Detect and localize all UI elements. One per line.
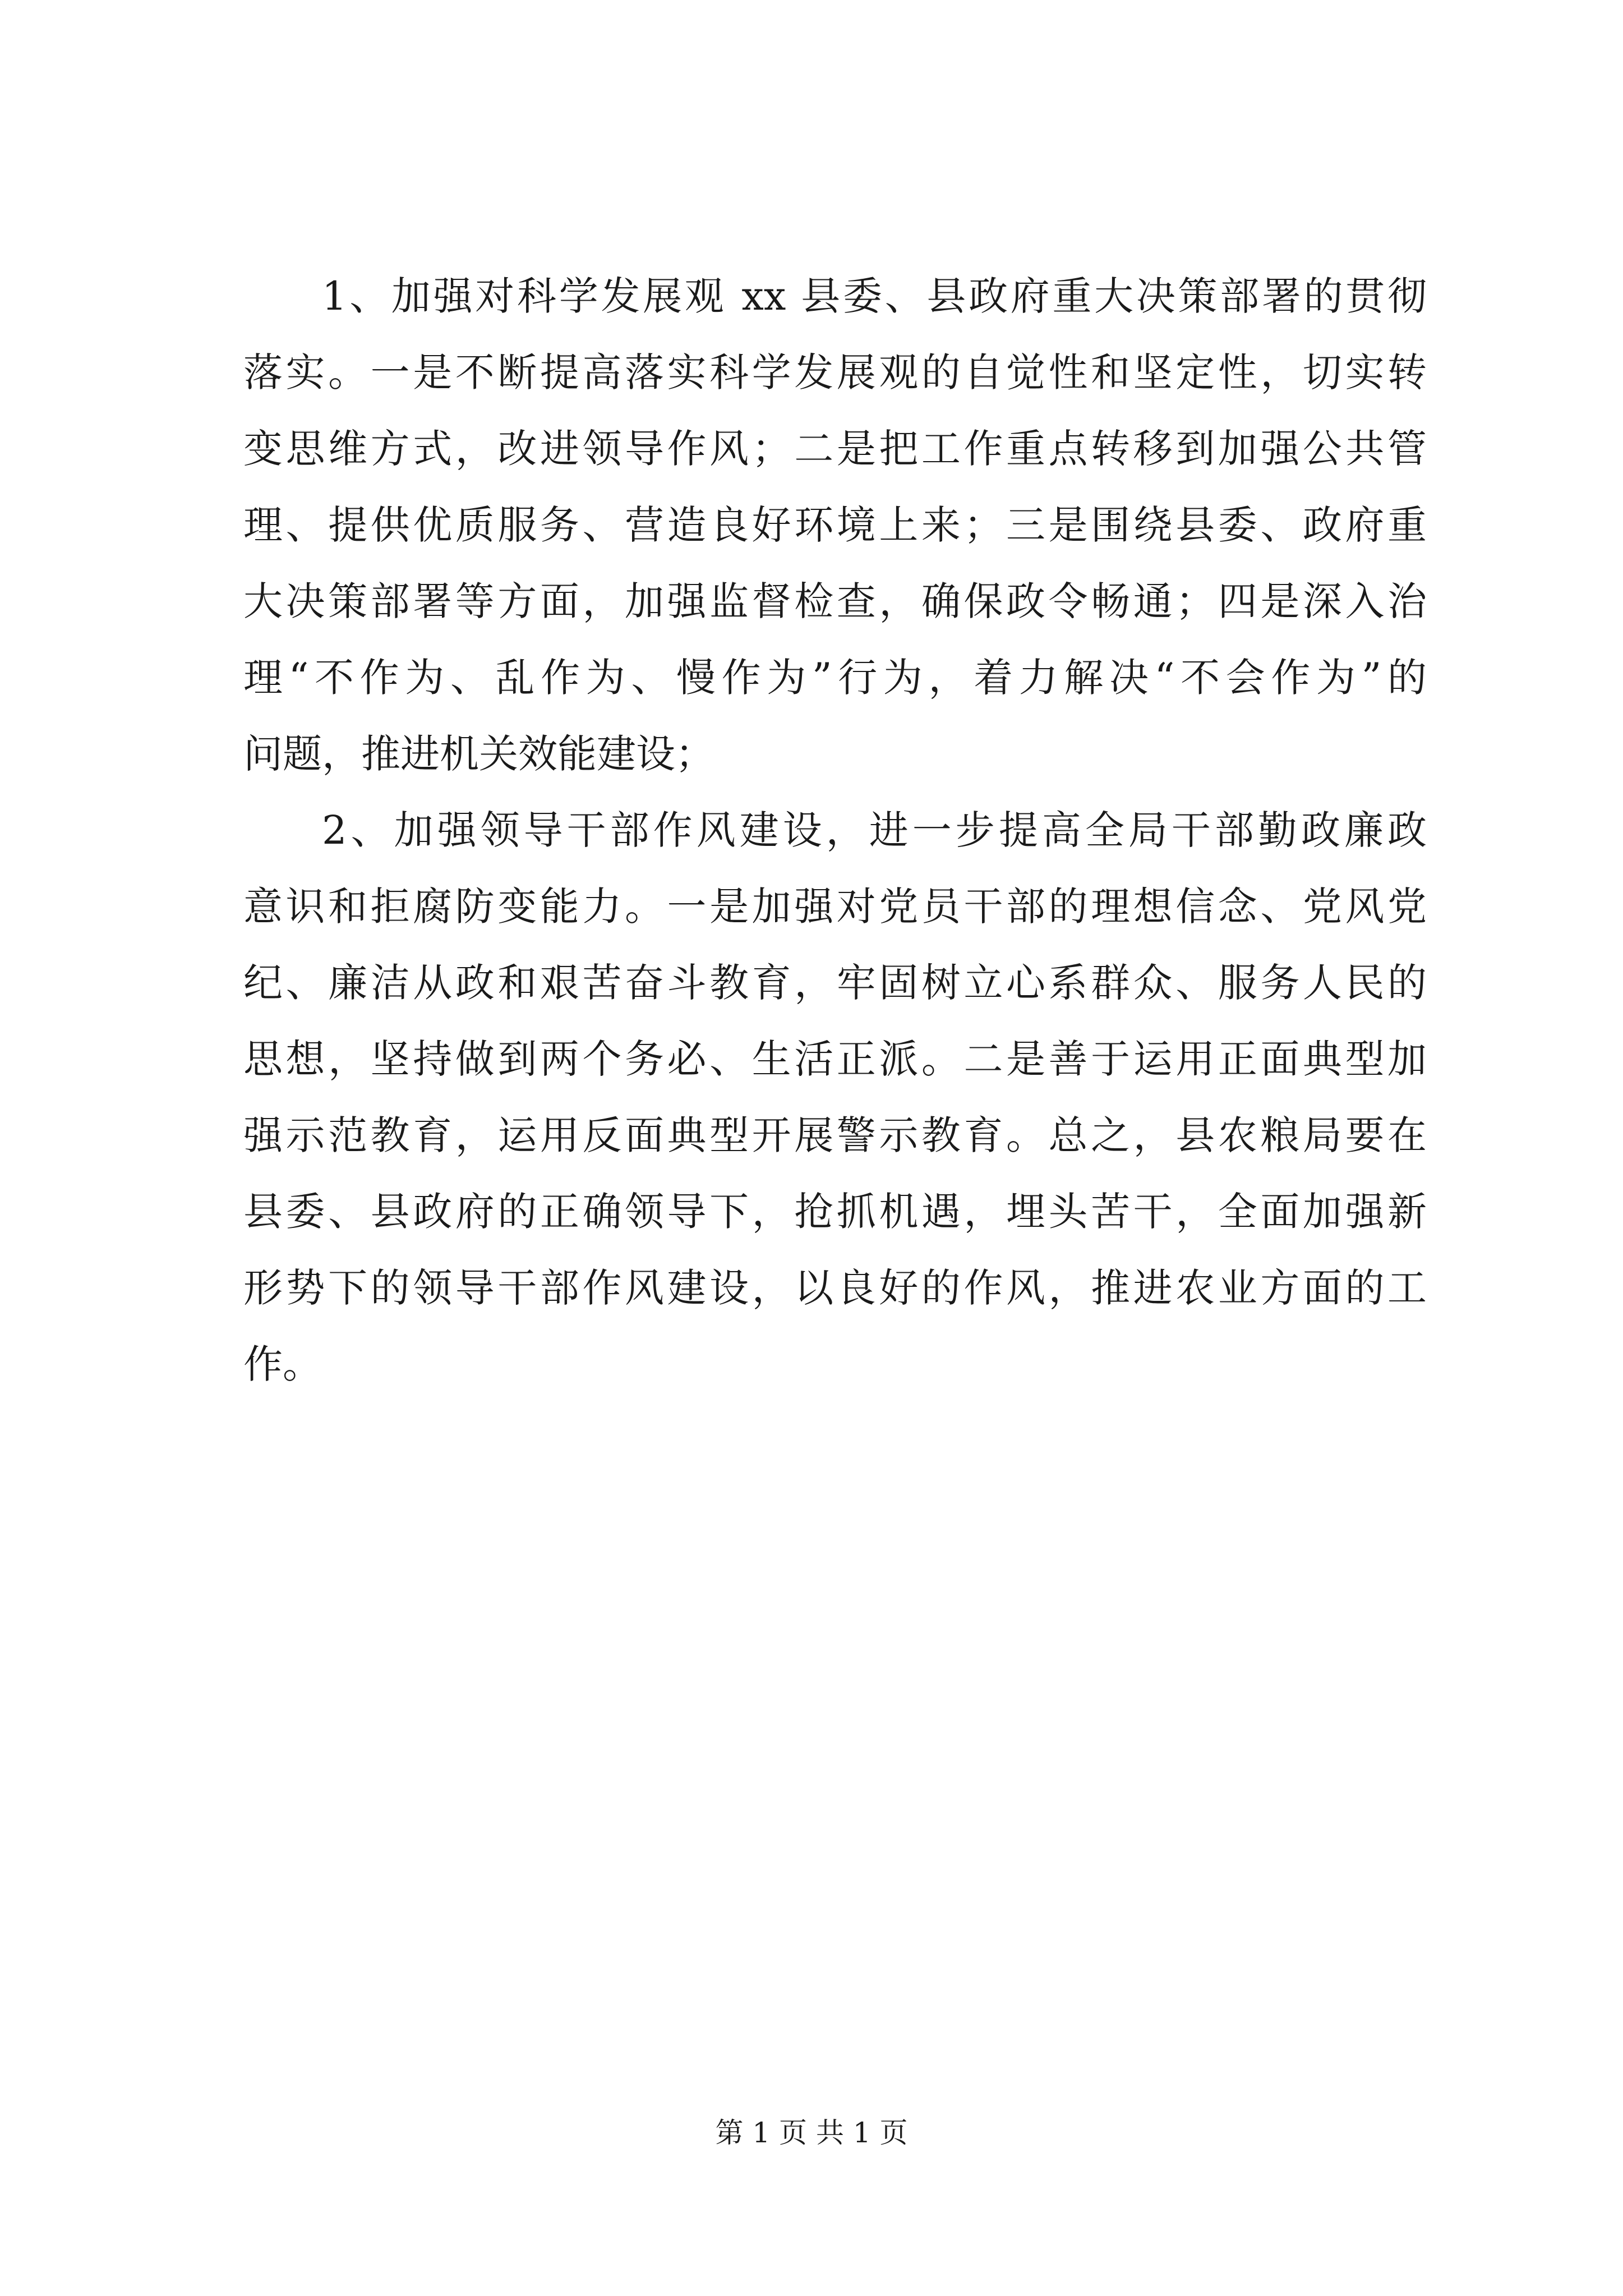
paragraph-line: 县委、县政府的正确领导下，抢抓机遇，埋头苦干，全面加强新: [243, 1189, 1427, 1235]
paragraph-line: 意识和拒腐防变能力。一是加强对党员干部的理想信念、党风党: [243, 884, 1427, 930]
page-footer: 第 1 页 共 1 页: [715, 2116, 908, 2149]
paragraph-line: 1、加强对科学发展观 xx 县委、县政府重大决策部署的贯彻: [322, 273, 1427, 319]
paragraph-line: 2、加强领导干部作风建设，进一步提高全局干部勤政廉政: [322, 807, 1427, 853]
paragraph-line: 大决策部署等方面，加强监督检查，确保政令畅通；四是深入治: [243, 578, 1427, 624]
paragraph-line: 思想，坚持做到两个务必、生活正派。二是善于运用正面典型加: [243, 1036, 1427, 1082]
paragraph-2: [243, 792, 1427, 1402]
paragraph-line: 强示范教育，运用反面典型开展警示教育。总之，县农粮局要在: [243, 1112, 1427, 1158]
paragraph-line: 作。: [243, 1341, 322, 1387]
document-body: [243, 258, 1427, 1402]
paragraph-1: [243, 258, 1427, 792]
paragraph-line: 纪、廉洁从政和艰苦奋斗教育，牢固树立心系群众、服务人民的: [243, 960, 1427, 1006]
paragraph-line: 理“不作为、乱作为、慢作为”行为，着力解决“不会作为”的: [243, 655, 1427, 701]
paragraph-line: 问题，推进机关效能建设；: [243, 731, 714, 777]
paragraph-line: 理、提供优质服务、营造良好环境上来；三是围绕县委、政府重: [243, 502, 1427, 548]
paragraph-line: 变思维方式，改进领导作风；二是把工作重点转移到加强公共管: [243, 426, 1427, 472]
paragraph-line: 落实。一是不断提高落实科学发展观的自觉性和坚定性，切实转: [243, 349, 1427, 395]
paragraph-line: 形势下的领导干部作风建设，以良好的作风，推进农业方面的工: [243, 1265, 1427, 1311]
